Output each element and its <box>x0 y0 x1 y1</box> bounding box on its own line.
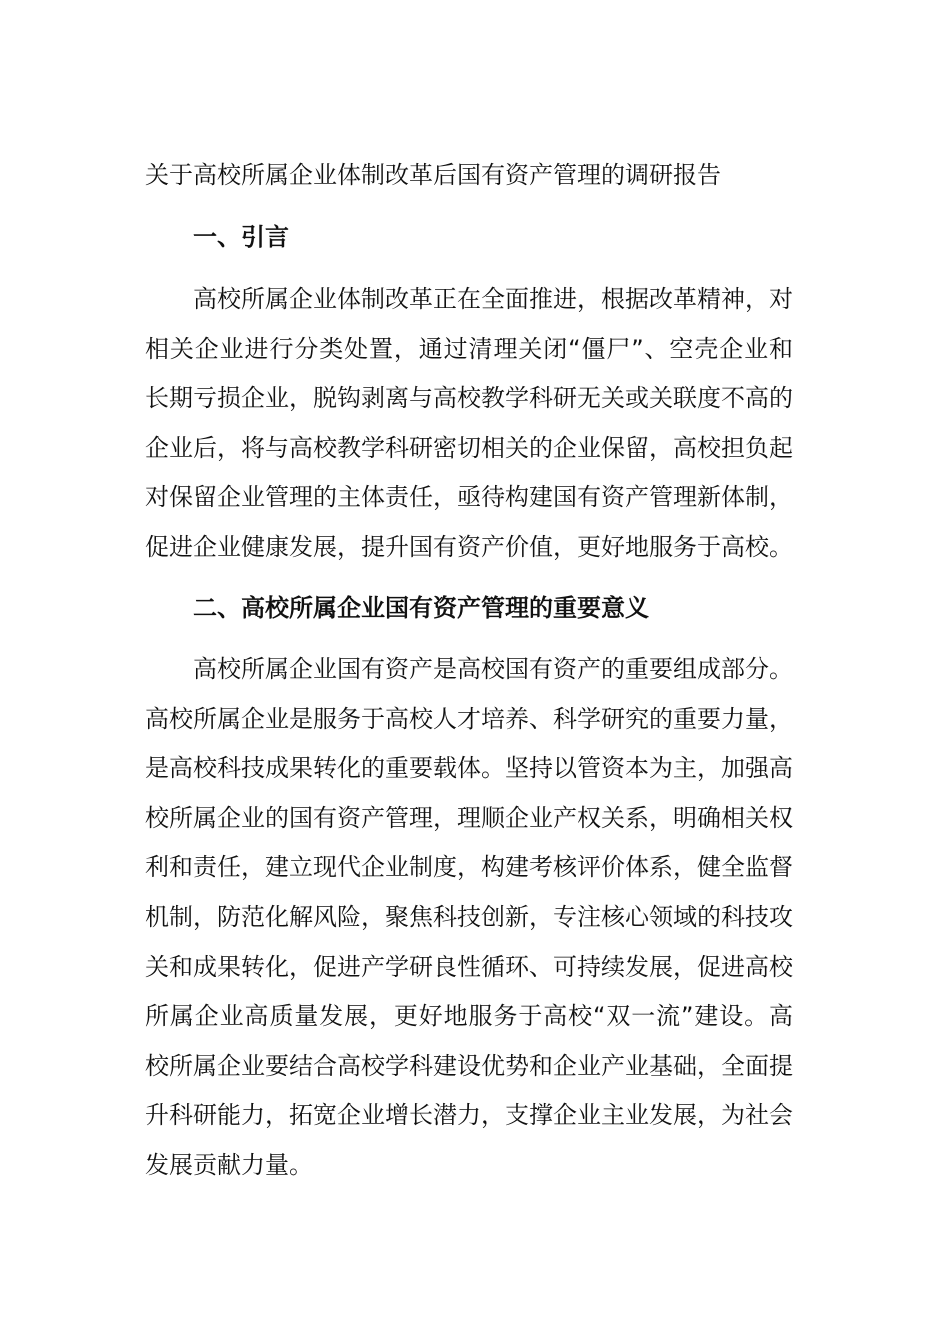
section-heading-significance: 二、高校所属企业国有资产管理的重要意义 <box>193 594 649 622</box>
document-title: 关于高校所属企业体制改革后国有资产管理的调研报告 <box>145 161 721 189</box>
section-paragraph-significance: 高校所属企业国有资产是高校国有资产的重要组成部分。高校所属企业是服务于高校人才培养、科学研究的重要力量，是高校科技成果转化的重要载体。坚持以管资本为主，加强高校所属企业的国有资产管理，理顺企业产权关系，明确相关权利和责任，建立现代企业制度，构建考核评价体系，健全监督机制，防范化解风险，聚焦科技创新，专注核心领域的科技攻关和成果转化，促进产学研良性循环、可持续发展，促进高校所属企业高质量发展，更好地服务于高校“双一流”建设。高校所属企业要结合高校学科建设优势和企业产业基础，全面提升科研能力，拓宽企业增长潜力，支撑企业主业发展，为社会发展贡献力量。 <box>145 655 793 1179</box>
section-heading-introduction: 一、引言 <box>193 223 289 251</box>
section-paragraph-introduction: 高校所属企业体制改革正在全面推进，根据改革精神，对相关企业进行分类处置，通过清理关闭“僵尸”、空壳企业和长期亏损企业，脱钩剥离与高校教学科研无关或关联度不高的企业后，将与高校教学科研密切相关的企业保留，高校担负起对保留企业管理的主体责任，亟待构建国有资产管理新体制，促进企业健康发展，提升国有资产价值，更好地服务于高校。 <box>145 285 793 561</box>
